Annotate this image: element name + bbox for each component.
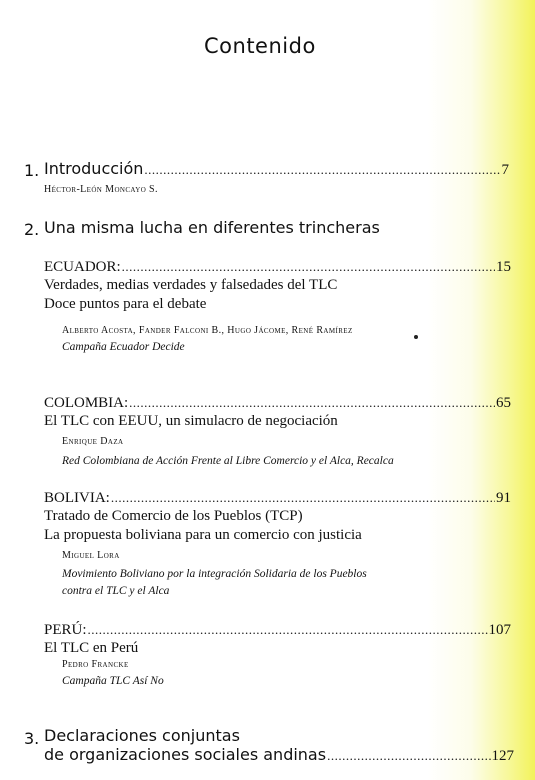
toc-country-colombia: COLOMBIA: — [44, 395, 129, 411]
toc-work-title: Tratado de Comercio de los Pueblos (TCP) — [44, 508, 303, 524]
toc-page-65: 65 — [496, 395, 511, 411]
toc-work-title: El TLC con EEUU, un simulacro de negociación — [44, 413, 338, 429]
toc-work-title: El TLC en Perú — [44, 640, 139, 656]
toc-country-ecuador: ECUADOR: — [44, 259, 121, 275]
toc-org-bolivia: Movimiento Boliviano por la integración Solidaria de los Pueblos — [62, 568, 367, 580]
toc-entry-introduccion[interactable] — [44, 159, 509, 179]
toc-title-section-3-cont: de organizaciones sociales andinas — [44, 745, 327, 764]
page-title: Contenido — [204, 34, 316, 58]
toc-entry-ecuador[interactable] — [44, 259, 511, 276]
toc-number-2: 2. — [24, 220, 40, 239]
dot-leader — [129, 395, 495, 411]
dot-leader — [111, 490, 495, 506]
toc-title-section-2[interactable]: Una misma lucha en diferentes trincheras — [44, 218, 380, 237]
toc-authors-colombia: Enrique Daza — [62, 436, 124, 447]
toc-org-colombia: Red Colombiana de Acción Frente al Libre Comercio y el Alca, Recalca — [62, 455, 394, 467]
dot-leader — [144, 162, 500, 178]
toc-entry-bolivia[interactable] — [44, 490, 511, 507]
ink-dot — [414, 335, 418, 339]
toc-number-1: 1. — [24, 161, 40, 180]
toc-entry-colombia[interactable] — [44, 395, 511, 412]
dot-leader — [122, 259, 495, 275]
toc-page-127: 127 — [491, 748, 514, 764]
toc-country-bolivia: BOLIVIA: — [44, 490, 110, 506]
toc-authors-bolivia: Miguel Lora — [62, 550, 120, 561]
toc-entry-peru[interactable] — [44, 622, 511, 639]
dot-leader — [327, 748, 490, 764]
toc-author-intro: Héctor-León Moncayo S. — [44, 184, 158, 195]
toc-authors-peru: Pedro Francke — [62, 659, 129, 670]
toc-authors-ecuador: Alberto Acosta, Fander Falconi B., Hugo Jácome, René Ramírez — [62, 325, 353, 336]
dot-leader — [88, 622, 488, 638]
toc-number-3: 3. — [24, 729, 40, 748]
toc-org-peru: Campaña TLC Así No — [62, 675, 164, 687]
toc-page-15: 15 — [496, 259, 511, 275]
toc-org-bolivia: contra el TLC y el Alca — [62, 585, 170, 597]
toc-work-title: Verdades, medias verdades y falsedades del TLC — [44, 277, 338, 293]
toc-entry-declaraciones[interactable] — [44, 745, 514, 765]
toc-page-7: 7 — [501, 162, 509, 178]
toc-work-subtitle: Doce puntos para el debate — [44, 296, 207, 312]
toc-work-subtitle: La propuesta boliviana para un comercio con justicia — [44, 527, 362, 543]
toc-title-introduccion: Introducción — [44, 159, 144, 178]
toc-page-107: 107 — [488, 622, 511, 638]
toc-page-91: 91 — [496, 490, 511, 506]
toc-title-section-3[interactable]: Declaraciones conjuntas — [44, 726, 240, 745]
toc-country-peru: PERÚ: — [44, 622, 87, 638]
toc-org-ecuador: Campaña Ecuador Decide — [62, 341, 185, 353]
